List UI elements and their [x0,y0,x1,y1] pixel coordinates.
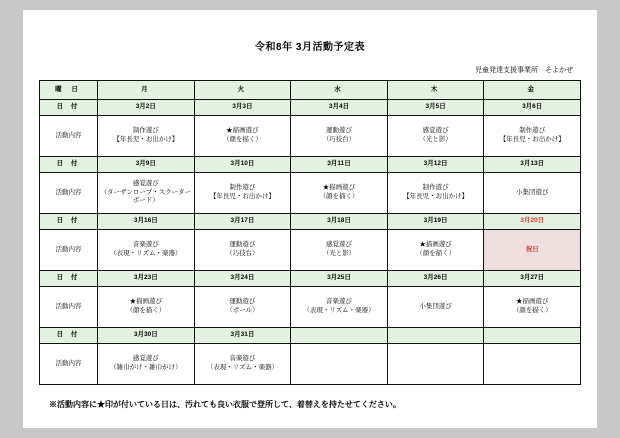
header-day-5: 金 [484,81,581,100]
activity-line: （表現・リズム・楽器） [303,307,375,314]
activity-line: 小集団遊び [419,302,452,310]
header-day-3: 水 [291,81,388,100]
activity-line: 運動遊び [229,298,256,306]
date-row [40,100,581,116]
activity-cell [194,116,291,157]
activity-line: 感覚遊び [326,241,352,249]
activity-line: （ターザンロープ・スクーターボード） [100,188,192,205]
date-cell: 3月3日 [194,100,291,116]
date-cell: 3月2日 [98,100,195,116]
date-cell: 3月11日 [291,157,388,173]
activity-row [40,344,581,385]
footer-note: ※活動内容に★印が付いている日は、汚れても良い衣服で登所して、着替えを持たせてください。 [49,400,401,409]
date-cell: 3月16日 [98,214,195,230]
activity-line: 制作遊び [132,127,159,135]
activity-line: 祝日 [525,245,539,253]
activity-line: ★描画遊び [129,298,163,306]
date-cell: 3月17日 [194,214,291,230]
activity-line: 音楽遊び [326,298,352,306]
activity-line: ★描画遊び [226,127,259,135]
date-row-label: 日 付 [40,157,98,173]
page-title: 令和8年 3月活動予定表 [255,42,365,53]
date-cell: 3月26日 [387,271,484,287]
activity-cell [98,287,195,328]
activity-row [40,287,581,328]
activity-line: 制作遊び [519,127,546,135]
activity-row-label: 活動内容 [40,287,98,328]
date-row [40,157,581,173]
activity-line: 小集団遊び [515,188,549,196]
date-cell: 3月31日 [194,328,291,344]
activity-cell [484,344,581,385]
activity-cell [194,230,291,271]
activity-cell [194,344,291,385]
document-page [23,10,597,428]
activity-row-label: 活動内容 [40,230,98,271]
activity-cell [194,287,291,328]
date-row-label: 日 付 [40,214,98,230]
date-cell: 3月24日 [194,271,291,287]
activity-cell [98,230,195,271]
activity-cell [291,344,388,385]
office-name: 児童発達支援事業所 そよかぜ [475,67,573,74]
activity-row-label: 活動内容 [40,173,98,214]
activity-cell [291,287,388,328]
date-cell: 3月12日 [387,157,484,173]
activity-line: 感覚遊び [132,179,159,187]
activity-row [40,116,581,157]
activity-cell [484,230,581,271]
date-cell: 3月10日 [194,157,291,173]
activity-row [40,173,581,214]
activity-row [40,230,581,271]
header-day-2: 火 [194,81,291,100]
date-row-label: 日 付 [40,100,98,116]
activity-line: 感覚遊び [132,355,159,363]
activity-line: 制作遊び [422,184,449,192]
activity-line: 感覚遊び [422,127,449,135]
date-row-label: 日 付 [40,271,98,287]
activity-row-label: 活動内容 [40,116,98,157]
date-cell: 3月4日 [291,100,388,116]
header-day-1: 月 [98,81,195,100]
date-cell: 3月5日 [387,100,484,116]
activity-line: （顔を描く） [416,250,456,257]
activity-cell [387,230,484,271]
activity-line: （顔を描く） [319,193,359,200]
activity-cell [291,173,388,214]
date-cell: 3月18日 [291,214,388,230]
activity-line: ★描画遊び [515,298,549,306]
header-weekday-label: 曜 日 [40,81,98,100]
date-cell [387,328,484,344]
activity-line: （表現・リズム・楽器） [110,250,182,257]
activity-cell [98,116,195,157]
activity-line: 音楽遊び [132,241,159,249]
date-cell [484,328,581,344]
date-cell: 3月9日 [98,157,195,173]
activity-line: （顔を描く） [222,136,262,143]
date-cell: 3月23日 [98,271,195,287]
activity-cell [98,173,195,214]
date-cell: 3月6日 [484,100,581,116]
activity-cell [98,344,195,385]
activity-line: （光と影） [419,136,452,143]
activity-line: （巧技台） [322,136,356,143]
activity-cell [387,116,484,157]
activity-line: （顔を描く） [512,307,552,314]
activity-line: 運動遊び [326,127,352,135]
activity-cell [291,230,388,271]
activity-line: （巧技台） [226,250,259,257]
date-row [40,328,581,344]
activity-cell [387,287,484,328]
date-row [40,271,581,287]
activity-line: （雑巾がけ・雑巾がけ） [110,364,182,371]
date-cell: 3月20日 [484,214,581,230]
activity-line: （ボール） [226,307,259,314]
activity-line: 制作遊び [229,184,256,192]
date-row-label: 日 付 [40,328,98,344]
activity-cell [291,116,388,157]
activity-line: （顔を描く） [126,307,166,314]
schedule-table [39,80,581,385]
activity-cell [484,116,581,157]
activity-line: 運動遊び [229,241,256,249]
activity-line: ★描画遊び [419,241,452,249]
activity-line: ★描画遊び [322,184,356,192]
date-cell: 3月27日 [484,271,581,287]
activity-row-label: 活動内容 [40,344,98,385]
date-cell: 3月30日 [98,328,195,344]
activity-line: 【年長児・お出かけ】 [403,193,469,200]
activity-line: （光と影） [322,250,356,257]
activity-line: 【年長児・お出かけ】 [499,136,565,143]
activity-line: （表現・リズム・楽器） [206,364,279,371]
activity-cell [484,287,581,328]
header-day-4: 木 [387,81,484,100]
activity-cell [194,173,291,214]
activity-line: 【年長児・お出かけ】 [209,193,275,200]
date-cell: 3月13日 [484,157,581,173]
date-cell [291,328,388,344]
date-row [40,214,581,230]
activity-cell [387,344,484,385]
date-cell: 3月25日 [291,271,388,287]
date-cell: 3月19日 [387,214,484,230]
table-header-row [40,81,581,100]
activity-line: 【年長児・お出かけ】 [113,136,179,143]
activity-cell [387,173,484,214]
activity-line: 音楽遊び [229,355,256,363]
schedule-table-body [40,81,581,385]
activity-cell [484,173,581,214]
